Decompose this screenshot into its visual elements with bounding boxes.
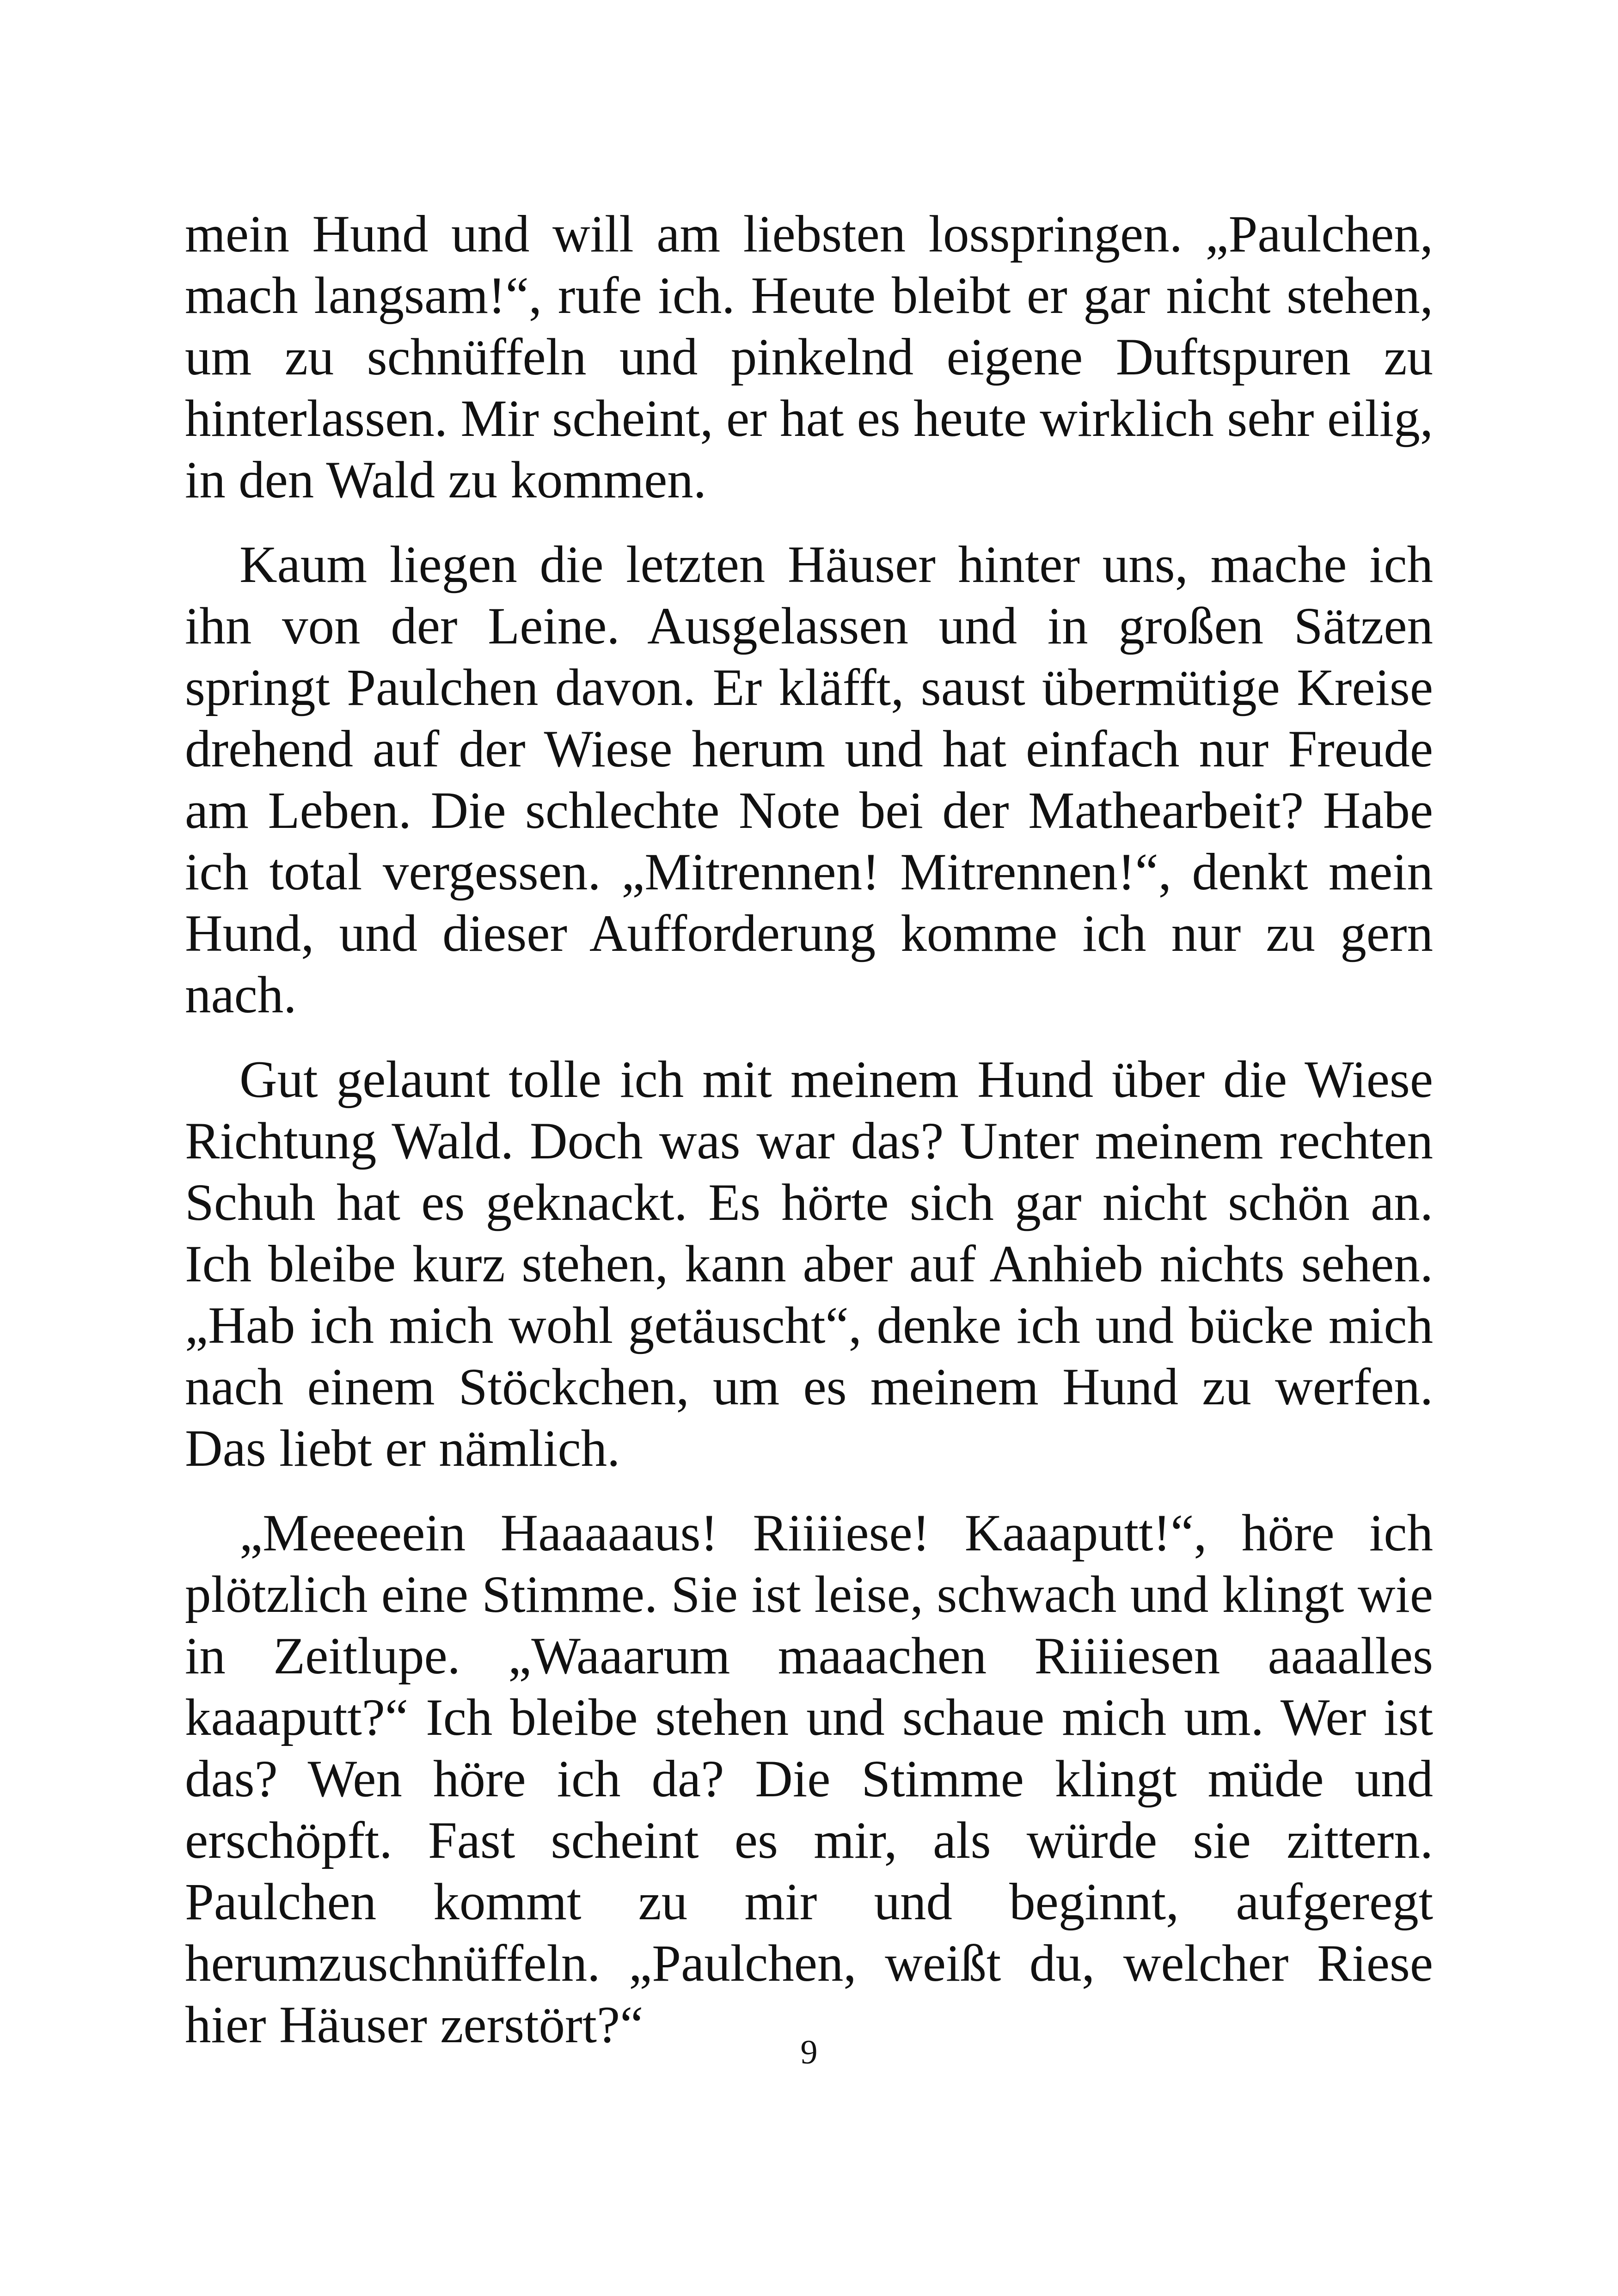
- paragraph-1: mein Hund und will am liebsten losspringen. „Paulchen, mach langsam!“, rufe ich. Heute bleibt er gar nicht stehen, um zu schnüffeln und pinkelnd eigene Duftspuren zu hinterlassen. Mir scheint, er hat es heute wirklich sehr eilig, in den Wald zu kommen.: [185, 205, 1433, 509]
- body-text: [185, 203, 1433, 2079]
- paragraph-3: Gut gelaunt tolle ich mit meinem Hund über die Wiese Richtung Wald. Doch was war das? Unter meinem rechten Schuh hat es geknackt. Es hörte sich gar nicht schön an. Ich bleibe kurz stehen, kann aber auf Anhieb nichts sehen. „Hab ich mich wohl getäuscht“, denke ich und bücke mich nach einem Stöckchen, um es meinem Hund zu werfen. Das liebt er nämlich.: [185, 1051, 1433, 1477]
- page-number: 9: [800, 2033, 818, 2071]
- paragraph-4: „Meeeeein Haaaaaus! Riiiiese! Kaaaputt!“, höre ich plötzlich eine Stimme. Sie ist leise, schwach und klingt wie in Zeitlupe. „Waaarum maaachen Riiiiesen aaaalles kaaaputt?“ Ich bleibe stehen und schaue mich um. Wer ist das? Wen höre ich da? Die Stimme klingt müde und erschöpft. Fast scheint es mir, als würde sie zittern. Paulchen kommt zu mir und beginnt, aufgeregt herumzuschnüffeln. „Paulchen, weißt du, welcher Riese hier Häuser zerstört?“: [185, 1504, 1433, 2054]
- paragraph-2: Kaum liegen die letzten Häuser hinter uns, mache ich ihn von der Leine. Ausgelassen und in großen Sätzen springt Paulchen davon. Er kläfft, saust übermütige Kreise drehend auf der Wiese herum und hat einfach nur Freude am Leben. Die schlechte Note bei der Mathearbeit? Habe ich total vergessen. „Mitrennen! Mitrennen!“, denkt mein Hund, und dieser Aufforderung komme ich nur zu gern nach.: [185, 536, 1433, 1024]
